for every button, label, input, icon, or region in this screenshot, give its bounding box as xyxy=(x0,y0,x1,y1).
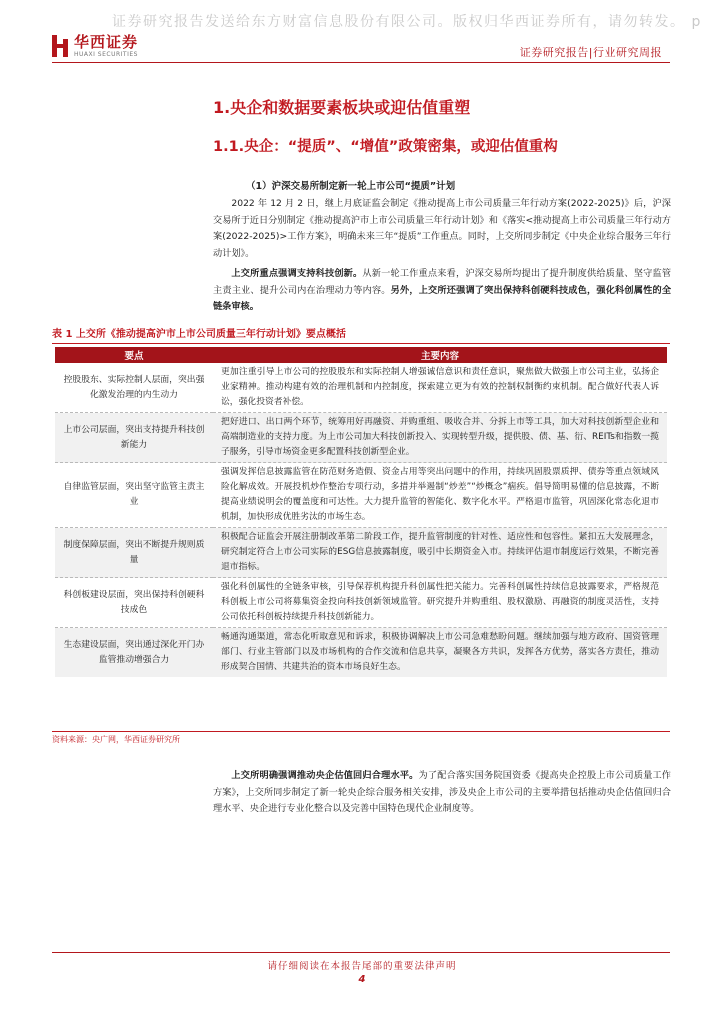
table-row xyxy=(55,363,667,413)
table-caption: 表 1 上交所《推动提高沪市上市公司质量三年行动计划》要点概括 xyxy=(52,329,346,340)
paragraph-3-lead: 上交所明确强调推动央企估值回归合理水平。 xyxy=(231,770,419,781)
table-source-note: 资料来源：央广网，华西证券研究所 xyxy=(52,735,180,744)
row-key: 科创板建设层面，突出保持科创硬科技成色 xyxy=(55,578,213,628)
row-content: 强化科创属性的全链条审核，引导保荐机构提升科创属性把关能力。完善科创属性持续信息披露要求，严格规范科创板上市公司将募集资金投向科技创新领域监管。研究提升并购重组、股权激励、再融资的制度灵活性，支持公司依托科创板持续提升科技创新能力。 xyxy=(213,578,667,628)
key-points-table xyxy=(55,347,667,677)
subsection-heading: （1）沪深交易所制定新一轮上市公司“提质”计划 xyxy=(246,181,456,192)
watermark-text: 证券研究报告发送给东方财富信息股份有限公司。版权归华西证券所有，请勿转发。 p xyxy=(112,14,702,30)
table-row xyxy=(55,628,667,678)
row-content: 把好进口、出口两个环节，统筹用好再融资、并购重组、吸收合并、分拆上市等工具，加大对科技创新型企业和高端制造业的支持力度。为上市公司加大科技创新投入、实现转型升级，提供股、债、基、衍、REITs和指数一揽子服务，引导市场资金更多配置科技创新型企业。 xyxy=(213,413,667,463)
row-key: 生态建设层面，突出通过深化开门办监管推动增强合力 xyxy=(55,628,213,678)
logo-name-en: HUAXI SECURITIES xyxy=(74,51,138,58)
legal-notice: 请仔细阅读在本报告尾部的重要法律声明 xyxy=(267,961,457,972)
table-top-rule xyxy=(52,343,670,344)
paragraph-3-body: 为了配合落实国务院国资委《提高央企控股上市公司质量工作方案》，上交所同步制定了新一轮央企综合服务相关安排，涉及央企上市公司的主要举措包括推动央企估值回归合理水平、央企进行专业化整合以及完善中国特色现代企业制度等。 xyxy=(213,770,671,814)
row-key: 制度保障层面，突出不断提升规则质量 xyxy=(55,528,213,578)
section-heading-1-1: 1.1.央企：“提质”、“增值”政策密集，或迎估值重构 xyxy=(213,139,558,155)
row-content: 畅通沟通渠道，常态化听取意见和诉求，积极协调解决上市公司急难愁盼问题。继续加强与地方政府、国资管理部门、行业主管部门以及市场机构的合作交流和信息共享，凝聚各方共识，发挥各方优势，落实各方责任，推动形成契合国情、共建共治的资本市场良好生态。 xyxy=(213,628,667,678)
row-key: 上市公司层面，突出支持提升科技创新能力 xyxy=(55,413,213,463)
table-row xyxy=(55,413,667,463)
paragraph-2-emphasis: 另外，上交所还强调了突出保持科创硬科技成色，强化科创属性的全链条审核。 xyxy=(213,284,672,312)
logo-mark-icon xyxy=(52,35,68,57)
table-header-row xyxy=(55,347,667,363)
report-type-label: 证券研究报告|行业研究周报 xyxy=(519,46,662,59)
table-row xyxy=(55,528,667,578)
header-divider xyxy=(52,62,670,63)
row-content: 强调发挥信息披露监管在防范财务造假、资金占用等突出问题中的作用，持续巩固股票质押、债券等重点领域风险化解成效。开展投机炒作整治专项行动，多措并举遏制“炒差”“炒概念”痼疾。倡导简明易懂的信息披露，不断提高业绩说明会的覆盖度和可达性。大力提升监管的智能化、数字化水平。严格退市监管，巩固深化常态化退市机制，加快形成优胜劣汰的市场生态。 xyxy=(213,463,667,528)
row-content: 更加注重引导上市公司的控股股东和实际控制人增强诚信意识和责任意识，聚焦做大做强上市公司主业，弘扬企业家精神。推动构建有效的治理机制和内控制度，探索建立更为有效的控制权制衡约束机制。配合做好代表人诉讼，强化投资者补偿。 xyxy=(213,363,667,413)
row-content: 积极配合证监会开展注册制改革第二阶段工作，提升监管制度的针对性、适应性和包容性。紧扣五大发展理念，研究制定符合上市公司实际的ESG信息披露制度，吸引中长期资金入市。持续评估退市制度运行效果，不断完善退市指标。 xyxy=(213,528,667,578)
paragraph-3 xyxy=(213,768,671,818)
paragraph-2-lead: 上交所重点强调支持科技创新。 xyxy=(231,268,363,279)
table-row xyxy=(55,463,667,528)
company-logo xyxy=(52,34,138,58)
page-number: 4 xyxy=(358,974,366,985)
table-row xyxy=(55,578,667,628)
row-key: 控股股东、实际控制人层面，突出强化激发治理的内生动力 xyxy=(55,363,213,413)
logo-name-cn: 华西证券 xyxy=(74,33,139,51)
section-heading-1: 1.央企和数据要素板块或迎估值重塑 xyxy=(213,98,471,117)
row-key: 自律监管层面，突出坚守监管主责主业 xyxy=(55,463,213,528)
column-header-key: 要点 xyxy=(55,347,213,363)
paragraph-2 xyxy=(213,266,671,316)
column-header-content: 主要内容 xyxy=(213,347,667,363)
paragraph-1: 2022 年 12 月 2 日，继上月底证监会制定《推动提高上市公司质量三年行动方案(2022-2025)》后，沪深交易所于近日分别制定《推动提高沪市上市公司质量三年行动计划》和《落实<推动提高上市公司质量三年行动方案(2022-2025)>工作方案》，明确未来三年“提质”工作重点。同时，上交所同步制定《中央企业综合服务三年行动计划》。 xyxy=(213,198,671,259)
table-bottom-rule xyxy=(52,731,670,732)
footer-divider xyxy=(52,952,670,953)
paragraph-2-body: 从新一轮工作重点来看，沪深交易所均提出了提升制度供给质量、坚守监管主责主业、提升公司内在治理动力等内容。 xyxy=(213,268,672,296)
